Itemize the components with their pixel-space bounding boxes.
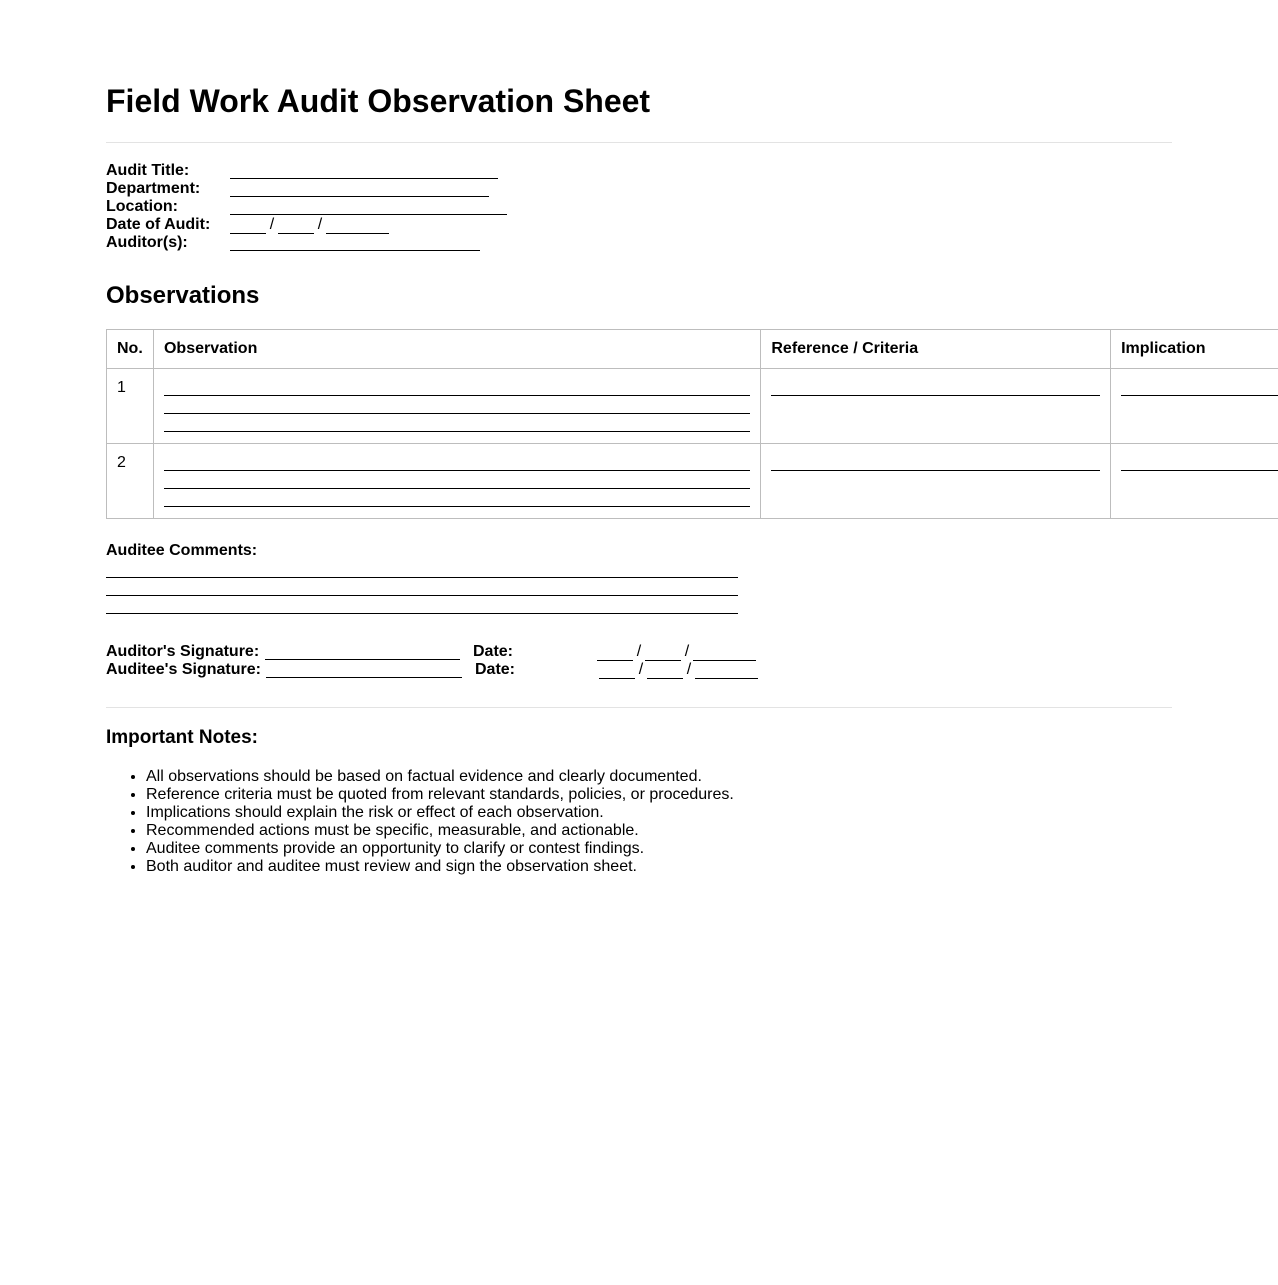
write-line[interactable]	[164, 488, 750, 489]
implication-cell[interactable]	[1111, 444, 1278, 519]
reference-cell[interactable]	[761, 369, 1111, 444]
divider	[106, 142, 1172, 143]
write-line[interactable]	[164, 470, 750, 471]
date-month-field[interactable]	[278, 218, 314, 234]
write-line[interactable]	[771, 470, 1100, 471]
audit-title-label: Audit Title:	[106, 162, 190, 179]
auditors-field[interactable]	[230, 250, 480, 251]
date-day-field[interactable]	[599, 663, 635, 679]
date-year-field[interactable]	[695, 663, 758, 679]
location-label: Location:	[106, 198, 178, 215]
auditor-date-label: Date:	[473, 643, 514, 660]
audit-title-field[interactable]	[230, 178, 498, 179]
comment-line[interactable]	[106, 595, 738, 596]
page-title: Field Work Audit Observation Sheet	[106, 83, 651, 119]
write-line[interactable]	[1121, 470, 1278, 471]
auditee-signature-label: Auditee's Signature:	[106, 661, 261, 678]
row-number-cell	[107, 444, 154, 519]
observation-cell[interactable]	[153, 369, 760, 444]
auditor-signature-label: Auditor's Signature:	[106, 643, 260, 660]
important-notes-list	[106, 768, 734, 876]
auditee-signature-field[interactable]	[266, 677, 462, 678]
write-line[interactable]	[164, 413, 750, 414]
auditee-date-label: Date:	[475, 661, 516, 678]
date-year-field[interactable]	[326, 218, 389, 234]
write-line[interactable]	[164, 506, 750, 507]
date-month-field[interactable]	[647, 663, 683, 679]
table-row	[107, 369, 1278, 444]
list-item: • All observations should be based on factual evidence and clearly documented.	[146, 768, 734, 786]
auditor-signature-field[interactable]	[265, 659, 460, 660]
auditee-date-field[interactable]: / /	[599, 661, 758, 679]
row-number-cell	[107, 369, 154, 444]
comment-line[interactable]	[106, 577, 738, 578]
date-of-audit-label: Date of Audit:	[106, 216, 211, 233]
column-header-implication: Implication	[1111, 330, 1278, 369]
column-header-observation: Observation	[153, 330, 760, 369]
date-year-field[interactable]	[693, 645, 756, 661]
date-day-field[interactable]	[597, 645, 633, 661]
list-item: • Both auditor and auditee must review and sign the observation sheet.	[146, 858, 734, 876]
row-number: 2	[117, 454, 126, 471]
write-line[interactable]	[771, 395, 1100, 396]
table-header-row	[107, 330, 1278, 369]
write-line[interactable]	[164, 395, 750, 396]
comment-line[interactable]	[106, 613, 738, 614]
department-field[interactable]	[230, 196, 489, 197]
observations-heading: Observations	[106, 282, 260, 309]
list-item: • Auditee comments provide an opportunity to clarify or contest findings.	[146, 840, 734, 858]
date-month-field[interactable]	[645, 645, 681, 661]
auditee-comments-label: Auditee Comments:	[106, 542, 258, 559]
list-item: • Recommended actions must be specific, measurable, and actionable.	[146, 822, 734, 840]
department-label: Department:	[106, 180, 201, 197]
auditee-signature-row	[106, 661, 692, 679]
column-header-reference: Reference / Criteria	[761, 330, 1111, 369]
implication-cell[interactable]	[1111, 369, 1278, 444]
date-of-audit-field[interactable]: / /	[230, 216, 389, 234]
location-field[interactable]	[230, 214, 507, 215]
write-line[interactable]	[164, 431, 750, 432]
reference-cell[interactable]	[761, 444, 1111, 519]
list-item: • Implications should explain the risk or effect of each observation.	[146, 804, 734, 822]
auditor-date-field[interactable]: / /	[597, 643, 756, 661]
row-number: 1	[117, 379, 126, 396]
auditor-signature-row	[106, 643, 690, 661]
write-line[interactable]	[1121, 395, 1278, 396]
column-header-no: No.	[107, 330, 154, 369]
observations-table	[106, 329, 1278, 519]
observation-cell[interactable]	[153, 444, 760, 519]
list-item: • Reference criteria must be quoted from relevant standards, policies, or procedures.	[146, 786, 734, 804]
auditors-label: Auditor(s):	[106, 234, 188, 251]
date-day-field[interactable]	[230, 218, 266, 234]
divider	[106, 707, 1172, 708]
table-row	[107, 444, 1278, 519]
important-notes-heading: Important Notes:	[106, 727, 258, 748]
